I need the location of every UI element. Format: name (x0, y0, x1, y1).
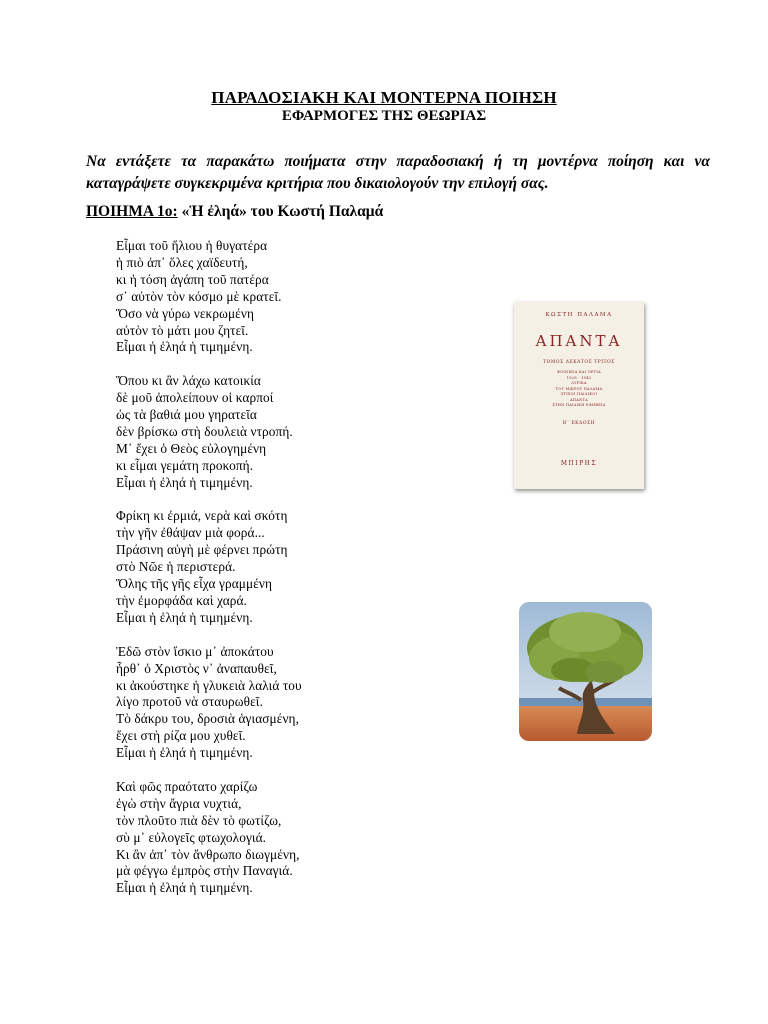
book-contents-line: ΑΠΑΝΤΑ (570, 397, 588, 402)
poem-line: Ὅλης τῆς γῆς εἶχα γραμμένη (116, 576, 273, 592)
poem-stanza (116, 508, 476, 626)
poem-line: σὺ μ᾽ εὐλογεῖς φτωχολογιά. (116, 829, 267, 845)
poem-line: Φρίκη κι ἐρμιά, νερὰ καὶ σκότη (116, 508, 288, 524)
poem-line: δὲν βρίσκω στὴ δουλειὰ ντροπή. (116, 423, 293, 439)
book-cover-image (514, 302, 644, 489)
poem-line: Ὅπου κι ἂν λάχω κατοικία (116, 373, 261, 389)
poem-line: σ᾽ αὐτὸν τὸν κόσμο μὲ κρατεῖ. (116, 288, 282, 304)
poem-line: δὲ μοῦ ἀπολείπουν οἱ καρποί (116, 390, 274, 406)
poem-line: τὴν ἐμορφάδα καὶ χαρά. (116, 593, 247, 608)
poem-line: Μ᾽ ἔχει ὁ Θεὸς εὐλογημένη (116, 440, 267, 456)
poem-line: ὡς τὰ βαθιά μου γηρατεῖα (116, 407, 257, 423)
book-volume: ΤΟΜΟΣ ΔΕΚΑΤΟΣ ΤΡΙΤΟΣ (543, 360, 615, 365)
book-contents-line: 1928 - 1942 (566, 375, 592, 380)
page-title: ΠΑΡΑΔΟΣΙΑΚΗ ΚΑΙ ΜΟΝΤΕΡΝΑ ΠΟΙΗΣΗ (211, 88, 557, 107)
book-contents-line: ΦΟΙΝΙΚΙΑ ΚΑΙ ΟΡΓΙΑ (557, 370, 601, 374)
poem-line: Κι ἂν ἀπ᾽ τὸν ἄνθρωπο διωγμένη, (116, 846, 300, 862)
poem-heading (86, 203, 383, 221)
poem (116, 238, 476, 914)
poem-line: Ὅσο νὰ γύρω νεκρωμένη (116, 305, 255, 321)
poem-line: τὸν πλοῦτο πιὰ δὲν τὸ φωτίζω, (116, 812, 282, 828)
poem-line: Εἶμαι τοῦ ἥλιου ἡ θυγατέρα (116, 238, 268, 253)
poem-line: Εἶμαι ἡ ἐληά ἡ τιμημένη. (116, 609, 253, 625)
poem-line: Εἶμαι ἡ ἐληά ἡ τιμημένη. (116, 474, 253, 490)
book-author: ΚΩΣΤΗ ΠΑΛΑΜΑ (545, 312, 613, 318)
page-subtitle: ΕΦΑΡΜΟΓΕΣ ΤΗΣ ΘΕΩΡΙΑΣ (281, 108, 487, 124)
poem-line: Πράσινη αὐγὴ μὲ φέρνει πρώτη (116, 542, 288, 558)
poem-line: κι ἡ τόση ἀγάπη τοῦ πατέρα (116, 271, 269, 287)
poem-line: Εἶμαι ἡ ἐληά ἡ τιμημένη. (116, 339, 253, 355)
poem-stanza (116, 644, 476, 762)
poem-heading-label: ΠΟΙΗΜΑ 1ο: (86, 203, 178, 220)
poem-heading-title: «Ἡ ἐληά» του Κωστή Παλαμά (177, 203, 384, 220)
olive-tree-image (519, 602, 652, 741)
book-title: ΑΠΑΝΤΑ (535, 332, 623, 350)
poem-line: ἔχει στὴ ρίζα μου χυθεῖ. (116, 728, 246, 744)
poem-line: Καὶ φῶς πραότατο χαρίζω (116, 778, 258, 794)
book-contents-line: ΛΥΡΙΚΑ (571, 381, 587, 385)
poem-line: τὴν γῆν ἐθάψαν μιὰ φορά... (116, 525, 265, 541)
poem-line: ἐγὼ στὴν ἄγρια νυχτιά, (116, 795, 242, 811)
poem-stanza (116, 238, 476, 356)
poem-line: λίγο προτοῦ νὰ σταυρωθεῖ. (116, 694, 263, 710)
book-contents-line: ΣΤΗΝ ΠΑΙΔΙΚΗ ΕΦΗΒΕΙΑ (552, 403, 606, 407)
book-contents-line: ΤΟΥ ΜΙΚΡΟΥ ΠΑΛΑΜΑ (555, 386, 603, 391)
olive-tree-illustration (519, 602, 652, 741)
poem-line: Εἶμαι ἡ ἐληά ἡ τιμημένη. (116, 745, 253, 761)
poem-stanza (116, 373, 476, 491)
book-contents-line: ΣΤΙΧΟΙ ΠΑΙΔΙΚΟΙ (560, 392, 598, 396)
poem-line: μὰ φέγγω ἐμπρὸς στὴν Παναγιά. (116, 863, 293, 879)
poem-line: Τὸ δάκρυ του, δροσιὰ ἁγιασμένη, (116, 711, 300, 727)
book-edition: Β΄ ΕΚΔΟΣΗ (562, 421, 596, 426)
poem-line: Εἶμαι ἡ ἐληά ἡ τιμημένη. (116, 880, 253, 896)
poem-line: κι εἶμαι γεμάτη προκοπή. (116, 457, 254, 473)
instructions: Να εντάξετε τα παρακάτω ποιήματα στην παραδοσιακή ή τη μοντέρνα ποίηση και να καταγράψετε συγκεκριμένα κριτήρια που δικαιολογούν την επιλογή σας. (86, 153, 710, 192)
poem-line: ἦρθ᾽ ὁ Χριστὸς ν᾽ ἀναπαυθεῖ, (116, 660, 277, 676)
poem-line: κι ἀκούστηκε ἡ γλυκειὰ λαλιά του (116, 677, 302, 693)
book-publisher: ΜΠΙΡΗΣ (560, 460, 598, 467)
poem-line: στὸ Νῶε ἡ περιστερά. (116, 559, 236, 575)
poem-stanza (116, 779, 476, 897)
poem-line: ἡ πιὸ ἀπ᾽ ὅλες χαϊδευτή, (116, 254, 248, 270)
poem-line: αὐτὸν τὸ μάτι μου ζητεῖ. (116, 322, 249, 338)
poem-line: Ἐδῶ στὸν ἴσκιο μ᾽ ἀποκάτου (116, 643, 274, 659)
book-contents (514, 370, 644, 409)
